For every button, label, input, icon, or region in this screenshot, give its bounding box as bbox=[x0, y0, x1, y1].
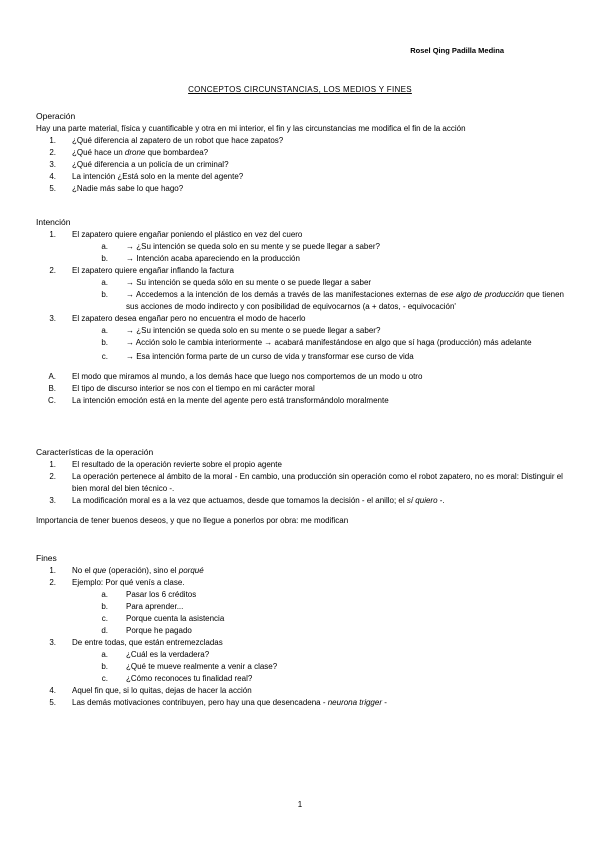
list-item: 3. El zapatero desea engañar pero no encuentra el modo de hacerlo bbox=[49, 314, 306, 323]
list-item: 1. No el que (operación), sino el porqué bbox=[49, 566, 204, 575]
section-operacion bbox=[36, 110, 564, 195]
section-fines bbox=[36, 552, 564, 709]
heading-operacion: Operación bbox=[36, 111, 76, 121]
sub-item: a. → Su intención se queda sólo en su mente o se puede llegar a saber bbox=[101, 278, 372, 287]
heading-caracteristicas: Características de la operación bbox=[36, 447, 154, 457]
list-item: 2. ¿Qué hace un drone que bombardea? bbox=[49, 148, 209, 157]
list-item: 5. ¿Nadie más sabe lo que hago? bbox=[49, 184, 184, 193]
section-intencion bbox=[36, 216, 564, 407]
sub-item: b. ¿Qué te mueve realmente a venir a clase? bbox=[101, 662, 278, 671]
sub-item: c. → Esa intención forma parte de un curso de vida y transformar ese curso de vida bbox=[101, 352, 414, 361]
sub-item: a. → ¿Su intención se queda solo en su mente o se puede llegar a saber? bbox=[101, 326, 381, 335]
sub-item: a. → ¿Su intención se queda solo en su mente y se puede llegar a saber? bbox=[101, 242, 380, 251]
list-item: C. La intención emoción está en la mente del agente pero está transformándolo moralmente bbox=[48, 396, 389, 405]
list-item: 1. ¿Qué diferencia al zapatero de un robot que hace zapatos? bbox=[49, 136, 284, 145]
list-item: 3. ¿Qué diferencia a un policía de un criminal? bbox=[49, 160, 229, 169]
list-item: 5. Las demás motivaciones contribuyen, pero hay una que desencadena - neurona trigger - bbox=[49, 698, 387, 707]
operacion-intro: Hay una parte material, física y cuantificable y otra en mi interior, el fin y las circunstancias me modifica el fin de la acción bbox=[36, 124, 466, 133]
list-item: 4. La intención ¿Está solo en la mente del agente? bbox=[49, 172, 244, 181]
heading-intencion: Intención bbox=[36, 217, 71, 227]
page-number: 1 bbox=[297, 800, 303, 809]
list-item: 3. De entre todas, que están entremezcladas bbox=[49, 638, 223, 647]
list-item: 2. El zapatero quiere engañar inflando la factura bbox=[49, 266, 234, 275]
author-name: Rosel Qing Padilla Medina bbox=[410, 46, 504, 55]
list-item: 2. La operación pertenece al ámbito de la moral - En cambio, una producción sin operación como el robot zapatero, no es moral: Distinguir el bien moral del bien técnico -. bbox=[49, 472, 563, 493]
list-item: 1. El resultado de la operación revierte sobre el propio agente bbox=[49, 460, 282, 469]
sub-item: a. Pasar los 6 créditos bbox=[101, 590, 197, 599]
sub-item: b. Para aprender... bbox=[101, 602, 184, 611]
sub-item: b. → Intención acaba apareciendo en la producción bbox=[101, 254, 300, 263]
list-item: A. El modo que miramos al mundo, a los demás hace que luego nos comportemos de un modo u otro bbox=[48, 372, 423, 381]
sub-item: b. → Acción solo le cambia interiormente → acabará manifestándose en algo que sí haga (producción) más adelante bbox=[101, 338, 532, 347]
sub-item: d. Porque he pagado bbox=[101, 626, 192, 635]
sub-item: b. → Accedemos a la intención de los demás a través de las manifestaciones externas de ese algo de producción que tienen sus acciones de modo indirecto y con posibilidad de equivocarnos (a + datos, - equivocación' bbox=[101, 290, 564, 311]
list-item: B. El tipo de discurso interior se nos con el tiempo en mi carácter moral bbox=[48, 384, 315, 393]
list-item: 1. El zapatero quiere engañar poniendo el plástico en vez del cuero bbox=[49, 230, 303, 239]
list-item: 4. Aquel fin que, si lo quitas, dejas de hacer la acción bbox=[49, 686, 252, 695]
heading-fines: Fines bbox=[36, 553, 57, 563]
sub-item: c. ¿Cómo reconoces tu finalidad real? bbox=[101, 674, 253, 683]
list-item: 2. Ejemplo: Por qué venís a clase. bbox=[49, 578, 185, 587]
sub-item: c. Porque cuenta la asistencia bbox=[101, 614, 225, 623]
caracteristicas-note: Importancia de tener buenos deseos, y que no llegue a ponerlos por obra: me modifican bbox=[36, 516, 349, 525]
section-caracteristicas bbox=[36, 446, 564, 527]
document-title: CONCEPTOS CIRCUNSTANCIAS, LOS MEDIOS Y FINES bbox=[188, 85, 412, 94]
list-item: 3. La modificación moral es a la vez que actuamos, desde que tomamos la decisión - el anillo; el sí quiero -. bbox=[49, 496, 445, 505]
sub-item: a. ¿Cuál es la verdadera? bbox=[101, 650, 210, 659]
